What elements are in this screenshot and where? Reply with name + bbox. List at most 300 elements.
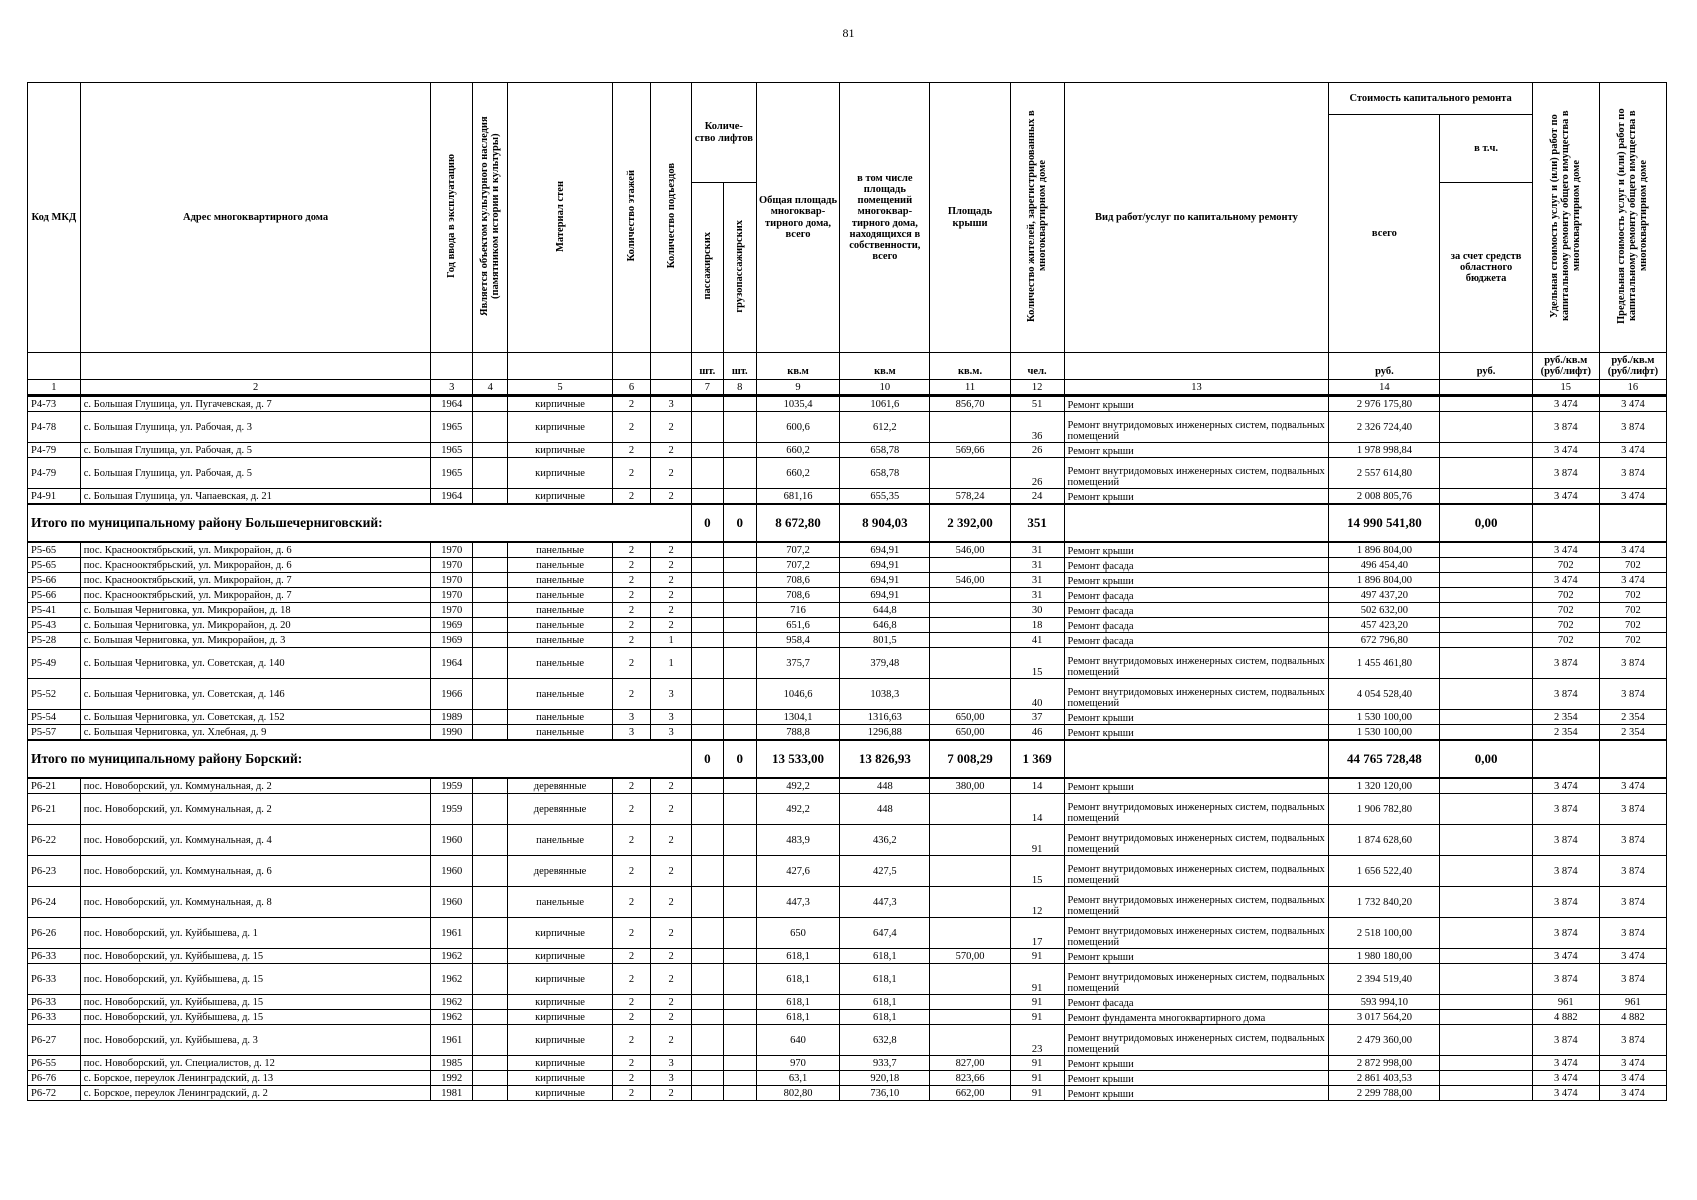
unit-area: кв.м. bbox=[930, 353, 1010, 380]
unit-rate: руб./кв.м (руб/лифт) bbox=[1532, 353, 1599, 380]
cell-unit-cost: 2 354 bbox=[1532, 725, 1599, 741]
cell-limit-cost: 702 bbox=[1599, 618, 1666, 633]
cell-year: 1970 bbox=[431, 558, 473, 573]
cell-roof-area bbox=[930, 648, 1010, 679]
table-row bbox=[28, 618, 1667, 633]
unit-people: чел. bbox=[1010, 353, 1064, 380]
cell-cost-total: 1 896 804,00 bbox=[1329, 573, 1440, 588]
cell-lifts-passenger bbox=[691, 710, 723, 725]
table-row bbox=[28, 412, 1667, 443]
cell-wall: кирпичные bbox=[508, 443, 612, 458]
cell-total-area: 427,6 bbox=[756, 856, 840, 887]
cell-year: 1964 bbox=[431, 648, 473, 679]
cell-cost-regional bbox=[1440, 710, 1532, 725]
cell-address: пос. Новоборский, ул. Специалистов, д. 12 bbox=[80, 1056, 431, 1071]
cell-work-type: Ремонт крыши bbox=[1064, 725, 1329, 741]
cell-cost-regional bbox=[1440, 964, 1532, 995]
cell-owned-area: 694,91 bbox=[840, 542, 930, 558]
cell-owned-area: 658,78 bbox=[840, 458, 930, 489]
cell-work-type: Ремонт крыши bbox=[1064, 1056, 1329, 1071]
cell-lifts-passenger bbox=[691, 443, 723, 458]
cell-wall: кирпичные bbox=[508, 458, 612, 489]
cell-wall: панельные bbox=[508, 633, 612, 648]
cell-address: с. Борское, переулок Ленинградский, д. 2 bbox=[80, 1086, 431, 1101]
cell-entrances: 2 bbox=[651, 995, 692, 1010]
cell-lifts-cargo bbox=[723, 558, 756, 573]
subtotal-lifts-cargo: 0 bbox=[723, 740, 756, 778]
cell-cost-regional bbox=[1440, 1010, 1532, 1025]
cell-cost-total: 3 017 564,20 bbox=[1329, 1010, 1440, 1025]
column-number: 7 bbox=[691, 380, 723, 396]
cell-cost-regional bbox=[1440, 794, 1532, 825]
cell-roof-area bbox=[930, 618, 1010, 633]
cell-limit-cost: 3 874 bbox=[1599, 856, 1666, 887]
cell-work-type: Ремонт фасада bbox=[1064, 603, 1329, 618]
cell-year: 1981 bbox=[431, 1086, 473, 1101]
cell-address: пос. Новоборский, ул. Коммунальная, д. 2 bbox=[80, 778, 431, 794]
cell-code: Р4-78 bbox=[28, 412, 81, 443]
cell-heritage bbox=[473, 1010, 508, 1025]
col-lifts: Количе- ство лифтов bbox=[691, 83, 756, 183]
cell-entrances: 2 bbox=[651, 489, 692, 505]
cell-address: пос. Новоборский, ул. Коммунальная, д. 8 bbox=[80, 887, 431, 918]
cell-work-type: Ремонт крыши bbox=[1064, 778, 1329, 794]
subtotal-lifts-passenger: 0 bbox=[691, 504, 723, 542]
cell-cost-regional bbox=[1440, 856, 1532, 887]
cell-wall: кирпичные bbox=[508, 412, 612, 443]
unit-rub: руб. bbox=[1329, 353, 1440, 380]
cell-cost-regional bbox=[1440, 679, 1532, 710]
cell-roof-area bbox=[930, 825, 1010, 856]
cell-unit-cost: 3 474 bbox=[1532, 542, 1599, 558]
cell-residents: 51 bbox=[1010, 396, 1064, 412]
table-row bbox=[28, 1025, 1667, 1056]
cell-residents: 91 bbox=[1010, 1010, 1064, 1025]
cell-code: Р6-23 bbox=[28, 856, 81, 887]
cell-entrances: 2 bbox=[651, 573, 692, 588]
cell-work-type: Ремонт крыши bbox=[1064, 489, 1329, 505]
cell-roof-area bbox=[930, 964, 1010, 995]
cell-roof-area: 650,00 bbox=[930, 710, 1010, 725]
cell-total-area: 375,7 bbox=[756, 648, 840, 679]
cell-cost-regional bbox=[1440, 396, 1532, 412]
cell-owned-area: 448 bbox=[840, 794, 930, 825]
cell-work-type: Ремонт внутридомовых инженерных систем, подвальных помещений bbox=[1064, 856, 1329, 887]
cell-work-type: Ремонт внутридомовых инженерных систем, подвальных помещений bbox=[1064, 825, 1329, 856]
cell-year: 1970 bbox=[431, 542, 473, 558]
subtotal-total-area: 13 533,00 bbox=[756, 740, 840, 778]
cell-wall: кирпичные bbox=[508, 1010, 612, 1025]
cell-unit-cost: 3 874 bbox=[1532, 856, 1599, 887]
cell-limit-cost: 3 474 bbox=[1599, 1056, 1666, 1071]
cell-residents: 26 bbox=[1010, 443, 1064, 458]
cell-roof-area: 827,00 bbox=[930, 1056, 1010, 1071]
cell-code: Р6-22 bbox=[28, 825, 81, 856]
cell-roof-area: 578,24 bbox=[930, 489, 1010, 505]
cell-year: 1970 bbox=[431, 573, 473, 588]
cell-roof-area bbox=[930, 918, 1010, 949]
cell-total-area: 651,6 bbox=[756, 618, 840, 633]
cell-entrances: 2 bbox=[651, 458, 692, 489]
cell-lifts-cargo bbox=[723, 1025, 756, 1056]
cell-year: 1989 bbox=[431, 710, 473, 725]
cell-lifts-passenger bbox=[691, 995, 723, 1010]
cell-address: пос. Новоборский, ул. Куйбышева, д. 15 bbox=[80, 995, 431, 1010]
cell-heritage bbox=[473, 648, 508, 679]
subtotal-work-type bbox=[1064, 504, 1329, 542]
cell-unit-cost: 3 474 bbox=[1532, 1056, 1599, 1071]
table-body bbox=[28, 380, 1667, 1101]
table-row bbox=[28, 573, 1667, 588]
cell-cost-regional bbox=[1440, 458, 1532, 489]
cell-work-type: Ремонт фасада bbox=[1064, 588, 1329, 603]
cell-total-area: 707,2 bbox=[756, 542, 840, 558]
cell-residents: 37 bbox=[1010, 710, 1064, 725]
cell-wall: панельные bbox=[508, 887, 612, 918]
cell-heritage bbox=[473, 679, 508, 710]
cell-entrances: 2 bbox=[651, 1086, 692, 1101]
cell-residents: 14 bbox=[1010, 794, 1064, 825]
cell-cost-total: 496 454,40 bbox=[1329, 558, 1440, 573]
cell-roof-area: 546,00 bbox=[930, 573, 1010, 588]
table-row bbox=[28, 918, 1667, 949]
cell-floors: 2 bbox=[612, 603, 650, 618]
cell-residents: 15 bbox=[1010, 648, 1064, 679]
cell-lifts-passenger bbox=[691, 489, 723, 505]
cell-floors: 2 bbox=[612, 588, 650, 603]
cell-residents: 31 bbox=[1010, 588, 1064, 603]
table-row bbox=[28, 489, 1667, 505]
cell-code: Р6-33 bbox=[28, 1010, 81, 1025]
cell-lifts-cargo bbox=[723, 778, 756, 794]
cell-address: с. Большая Глушица, ул. Пугачевская, д. 7 bbox=[80, 396, 431, 412]
column-number: 3 bbox=[431, 380, 473, 396]
unit-pcs: шт. bbox=[723, 353, 756, 380]
cell-cost-total: 672 796,80 bbox=[1329, 633, 1440, 648]
cell-work-type: Ремонт внутридомовых инженерных систем, подвальных помещений bbox=[1064, 1025, 1329, 1056]
cell-address: с. Большая Черниговка, ул. Микрорайон, д. 18 bbox=[80, 603, 431, 618]
cell-wall: панельные bbox=[508, 603, 612, 618]
cell-code: Р4-79 bbox=[28, 443, 81, 458]
cell-limit-cost: 3 474 bbox=[1599, 396, 1666, 412]
cell-owned-area: 1296,88 bbox=[840, 725, 930, 741]
table-row bbox=[28, 949, 1667, 964]
cell-residents: 91 bbox=[1010, 825, 1064, 856]
cell-entrances: 2 bbox=[651, 558, 692, 573]
cell-cost-total: 1 732 840,20 bbox=[1329, 887, 1440, 918]
cell-code: Р6-33 bbox=[28, 964, 81, 995]
cell-year: 1962 bbox=[431, 1010, 473, 1025]
cell-lifts-cargo bbox=[723, 633, 756, 648]
cell-address: с. Большая Глушица, ул. Рабочая, д. 5 bbox=[80, 458, 431, 489]
table-row bbox=[28, 603, 1667, 618]
cell-code: Р4-79 bbox=[28, 458, 81, 489]
cell-work-type: Ремонт крыши bbox=[1064, 949, 1329, 964]
cell-address: пос. Краснооктябрьский, ул. Микрорайон, д. 6 bbox=[80, 558, 431, 573]
cell-cost-regional bbox=[1440, 558, 1532, 573]
cell-roof-area bbox=[930, 887, 1010, 918]
cell-year: 1966 bbox=[431, 679, 473, 710]
cell-cost-total: 497 437,20 bbox=[1329, 588, 1440, 603]
cell-residents: 91 bbox=[1010, 995, 1064, 1010]
cell-roof-area bbox=[930, 458, 1010, 489]
cell-limit-cost: 2 354 bbox=[1599, 710, 1666, 725]
cell-total-area: 660,2 bbox=[756, 443, 840, 458]
cell-heritage bbox=[473, 995, 508, 1010]
cell-lifts-passenger bbox=[691, 794, 723, 825]
cell-address: пос. Краснооктябрьский, ул. Микрорайон, д. 7 bbox=[80, 573, 431, 588]
cell-work-type: Ремонт внутридомовых инженерных систем, подвальных помещений bbox=[1064, 412, 1329, 443]
column-numbers-row bbox=[28, 380, 1667, 396]
cell-wall: кирпичные bbox=[508, 1086, 612, 1101]
cell-address: с. Большая Черниговка, ул. Микрорайон, д. 20 bbox=[80, 618, 431, 633]
cell-heritage bbox=[473, 633, 508, 648]
cell-heritage bbox=[473, 1071, 508, 1086]
cell-limit-cost: 3 874 bbox=[1599, 964, 1666, 995]
cell-total-area: 708,6 bbox=[756, 588, 840, 603]
cell-work-type: Ремонт фасада bbox=[1064, 558, 1329, 573]
cell-year: 1965 bbox=[431, 443, 473, 458]
table-header bbox=[28, 83, 1667, 380]
cell-lifts-passenger bbox=[691, 633, 723, 648]
cell-owned-area: 694,91 bbox=[840, 588, 930, 603]
cell-work-type: Ремонт фасада bbox=[1064, 995, 1329, 1010]
capital-repair-table bbox=[27, 82, 1667, 1101]
cell-unit-cost: 3 474 bbox=[1532, 396, 1599, 412]
subtotal-cost-regional: 0,00 bbox=[1440, 504, 1532, 542]
subtotal-unit-cost bbox=[1532, 504, 1599, 542]
cell-wall: кирпичные bbox=[508, 1056, 612, 1071]
cell-entrances: 2 bbox=[651, 1010, 692, 1025]
cell-heritage bbox=[473, 1086, 508, 1101]
cell-entrances: 2 bbox=[651, 412, 692, 443]
col-cost: Стоимость капитального ремонта bbox=[1329, 83, 1532, 115]
cell-cost-total: 2 326 724,40 bbox=[1329, 412, 1440, 443]
cell-floors: 2 bbox=[612, 1086, 650, 1101]
unit-pcs: шт. bbox=[691, 353, 723, 380]
cell-total-area: 788,8 bbox=[756, 725, 840, 741]
cell-owned-area: 644,8 bbox=[840, 603, 930, 618]
cell-wall: панельные bbox=[508, 588, 612, 603]
cell-wall: кирпичные bbox=[508, 918, 612, 949]
cell-entrances: 2 bbox=[651, 1025, 692, 1056]
cell-cost-total: 1 980 180,00 bbox=[1329, 949, 1440, 964]
cell-heritage bbox=[473, 558, 508, 573]
cell-wall: панельные bbox=[508, 542, 612, 558]
table-row bbox=[28, 679, 1667, 710]
cell-residents: 41 bbox=[1010, 633, 1064, 648]
cell-lifts-cargo bbox=[723, 542, 756, 558]
cell-roof-area: 570,00 bbox=[930, 949, 1010, 964]
cell-work-type: Ремонт фундамента многоквартирного дома bbox=[1064, 1010, 1329, 1025]
cell-lifts-passenger bbox=[691, 618, 723, 633]
cell-unit-cost: 3 874 bbox=[1532, 825, 1599, 856]
cell-cost-total: 2 008 805,76 bbox=[1329, 489, 1440, 505]
cell-owned-area: 447,3 bbox=[840, 887, 930, 918]
table-row bbox=[28, 778, 1667, 794]
subtotal-row bbox=[28, 504, 1667, 542]
column-number: 13 bbox=[1064, 380, 1329, 396]
cell-owned-area: 612,2 bbox=[840, 412, 930, 443]
cell-address: пос. Новоборский, ул. Коммунальная, д. 2 bbox=[80, 794, 431, 825]
cell-limit-cost: 4 882 bbox=[1599, 1010, 1666, 1025]
cell-residents: 46 bbox=[1010, 725, 1064, 741]
cell-total-area: 618,1 bbox=[756, 964, 840, 995]
cell-owned-area: 920,18 bbox=[840, 1071, 930, 1086]
cell-limit-cost: 3 874 bbox=[1599, 679, 1666, 710]
cell-year: 1961 bbox=[431, 918, 473, 949]
cell-code: Р6-24 bbox=[28, 887, 81, 918]
column-number: 2 bbox=[80, 380, 431, 396]
cell-code: Р6-21 bbox=[28, 794, 81, 825]
column-number bbox=[651, 380, 692, 396]
cell-total-area: 492,2 bbox=[756, 794, 840, 825]
cell-heritage bbox=[473, 396, 508, 412]
cell-floors: 2 bbox=[612, 443, 650, 458]
cell-floors: 2 bbox=[612, 794, 650, 825]
cell-limit-cost: 702 bbox=[1599, 588, 1666, 603]
col-year: Год ввода в эксплуатацию bbox=[431, 83, 473, 353]
cell-roof-area bbox=[930, 794, 1010, 825]
cell-roof-area: 380,00 bbox=[930, 778, 1010, 794]
cell-limit-cost: 3 874 bbox=[1599, 648, 1666, 679]
cell-work-type: Ремонт крыши bbox=[1064, 573, 1329, 588]
cell-address: с. Большая Черниговка, ул. Микрорайон, д. 3 bbox=[80, 633, 431, 648]
cell-cost-regional bbox=[1440, 1056, 1532, 1071]
cell-wall: кирпичные bbox=[508, 964, 612, 995]
column-number: 1 bbox=[28, 380, 81, 396]
cell-year: 1964 bbox=[431, 396, 473, 412]
cell-year: 1985 bbox=[431, 1056, 473, 1071]
unit-area: кв.м bbox=[840, 353, 930, 380]
cell-residents: 91 bbox=[1010, 1056, 1064, 1071]
table-row bbox=[28, 1010, 1667, 1025]
cell-lifts-cargo bbox=[723, 1086, 756, 1101]
cell-lifts-cargo bbox=[723, 458, 756, 489]
cell-total-area: 970 bbox=[756, 1056, 840, 1071]
column-number: 9 bbox=[756, 380, 840, 396]
subtotal-owned-area: 8 904,03 bbox=[840, 504, 930, 542]
cell-cost-regional bbox=[1440, 443, 1532, 458]
cell-limit-cost: 702 bbox=[1599, 603, 1666, 618]
cell-year: 1965 bbox=[431, 458, 473, 489]
cell-entrances: 2 bbox=[651, 825, 692, 856]
cell-cost-total: 2 861 403,53 bbox=[1329, 1071, 1440, 1086]
subtotal-total-area: 8 672,80 bbox=[756, 504, 840, 542]
cell-floors: 2 bbox=[612, 995, 650, 1010]
cell-unit-cost: 702 bbox=[1532, 603, 1599, 618]
cell-year: 1964 bbox=[431, 489, 473, 505]
cell-address: с. Большая Черниговка, ул. Советская, д. 152 bbox=[80, 710, 431, 725]
cell-year: 1969 bbox=[431, 633, 473, 648]
table-row bbox=[28, 633, 1667, 648]
cell-lifts-cargo bbox=[723, 618, 756, 633]
cell-lifts-cargo bbox=[723, 1056, 756, 1071]
cell-lifts-passenger bbox=[691, 558, 723, 573]
cell-cost-regional bbox=[1440, 887, 1532, 918]
table-row bbox=[28, 1056, 1667, 1071]
cell-residents: 24 bbox=[1010, 489, 1064, 505]
cell-lifts-passenger bbox=[691, 949, 723, 964]
cell-work-type: Ремонт крыши bbox=[1064, 396, 1329, 412]
cell-entrances: 2 bbox=[651, 618, 692, 633]
cell-code: Р5-65 bbox=[28, 542, 81, 558]
cell-cost-total: 1 320 120,00 bbox=[1329, 778, 1440, 794]
cell-code: Р6-26 bbox=[28, 918, 81, 949]
cell-year: 1970 bbox=[431, 588, 473, 603]
cell-unit-cost: 3 874 bbox=[1532, 1025, 1599, 1056]
cell-residents: 26 bbox=[1010, 458, 1064, 489]
cell-year: 1962 bbox=[431, 964, 473, 995]
cell-residents: 17 bbox=[1010, 918, 1064, 949]
cell-entrances: 2 bbox=[651, 794, 692, 825]
cell-code: Р5-65 bbox=[28, 558, 81, 573]
cell-floors: 2 bbox=[612, 542, 650, 558]
cell-year: 1992 bbox=[431, 1071, 473, 1086]
cell-address: пос. Новоборский, ул. Куйбышева, д. 15 bbox=[80, 1010, 431, 1025]
cell-owned-area: 379,48 bbox=[840, 648, 930, 679]
cell-entrances: 3 bbox=[651, 679, 692, 710]
cell-lifts-passenger bbox=[691, 1071, 723, 1086]
subtotal-limit-cost bbox=[1599, 504, 1666, 542]
cell-lifts-cargo bbox=[723, 725, 756, 741]
cell-work-type: Ремонт внутридомовых инженерных систем, подвальных помещений bbox=[1064, 794, 1329, 825]
column-number: 14 bbox=[1329, 380, 1440, 396]
cell-owned-area: 618,1 bbox=[840, 949, 930, 964]
cell-total-area: 707,2 bbox=[756, 558, 840, 573]
cell-cost-regional bbox=[1440, 995, 1532, 1010]
cell-unit-cost: 3 874 bbox=[1532, 679, 1599, 710]
cell-cost-total: 2 518 100,00 bbox=[1329, 918, 1440, 949]
cell-address: пос. Новоборский, ул. Куйбышева, д. 3 bbox=[80, 1025, 431, 1056]
cell-lifts-passenger bbox=[691, 648, 723, 679]
cell-lifts-cargo bbox=[723, 489, 756, 505]
col-floors: Количество этажей bbox=[612, 83, 650, 353]
cell-heritage bbox=[473, 778, 508, 794]
cell-address: с. Большая Глушица, ул. Рабочая, д. 5 bbox=[80, 443, 431, 458]
cell-code: Р6-27 bbox=[28, 1025, 81, 1056]
cell-owned-area: 632,8 bbox=[840, 1025, 930, 1056]
cell-roof-area: 650,00 bbox=[930, 725, 1010, 741]
cell-residents: 14 bbox=[1010, 778, 1064, 794]
cell-unit-cost: 3 874 bbox=[1532, 964, 1599, 995]
col-residents: Количество жителей, зарегистрированных в многоквартирном доме bbox=[1010, 83, 1064, 353]
cell-work-type: Ремонт крыши bbox=[1064, 1086, 1329, 1101]
table-row bbox=[28, 542, 1667, 558]
cell-lifts-passenger bbox=[691, 603, 723, 618]
subtotal-roof-area: 2 392,00 bbox=[930, 504, 1010, 542]
table-row bbox=[28, 887, 1667, 918]
cell-floors: 2 bbox=[612, 1056, 650, 1071]
cell-heritage bbox=[473, 618, 508, 633]
cell-residents: 30 bbox=[1010, 603, 1064, 618]
col-roof-area: Площадь крыши bbox=[930, 83, 1010, 353]
cell-lifts-passenger bbox=[691, 1010, 723, 1025]
cell-lifts-passenger bbox=[691, 856, 723, 887]
cell-unit-cost: 3 474 bbox=[1532, 1086, 1599, 1101]
cell-year: 1970 bbox=[431, 603, 473, 618]
cell-year: 1990 bbox=[431, 725, 473, 741]
cell-floors: 2 bbox=[612, 558, 650, 573]
cell-floors: 2 bbox=[612, 679, 650, 710]
cell-unit-cost: 3 874 bbox=[1532, 648, 1599, 679]
cell-entrances: 2 bbox=[651, 588, 692, 603]
cell-heritage bbox=[473, 964, 508, 995]
cell-entrances: 3 bbox=[651, 396, 692, 412]
cell-residents: 91 bbox=[1010, 1071, 1064, 1086]
cell-total-area: 681,16 bbox=[756, 489, 840, 505]
table-row bbox=[28, 588, 1667, 603]
